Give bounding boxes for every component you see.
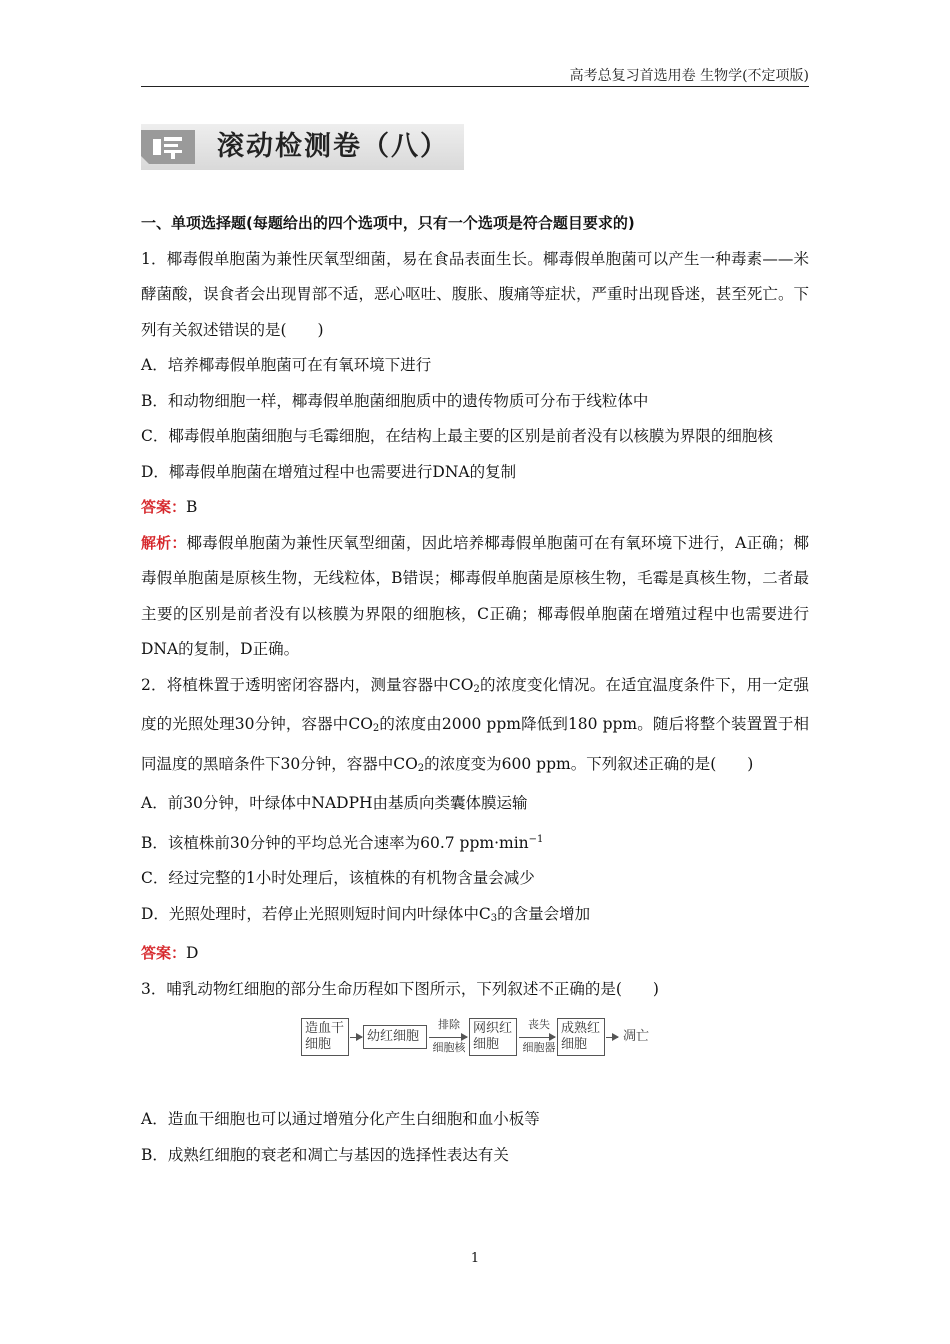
flow-label-lose-organelles-bottom: 细胞器 — [522, 1041, 556, 1054]
q2-option-b — [141, 822, 809, 862]
q2-stem-part: 的浓度由2000 ppm降低到180 ppm。随后将整个装置置于相同温度的黑暗条件下30分钟，容器中CO — [141, 715, 809, 773]
superscript: −1 — [528, 833, 544, 845]
flow-arrow — [519, 1037, 555, 1038]
q1-analysis — [141, 526, 809, 668]
running-header: 高考总复习首选用卷 生物学(不定项版) — [569, 68, 809, 84]
q2-option-c: C．经过完整的1小时处理后，该植株的有机物含量会减少 — [141, 869, 535, 887]
answer-value: B — [186, 498, 198, 516]
page-title: 滚动检测卷（八） — [217, 131, 449, 162]
subscript: 2 — [372, 723, 380, 734]
subscript: 2 — [473, 683, 480, 695]
q1-answer — [141, 490, 809, 526]
flow-box-text: 成熟红 — [561, 1021, 601, 1036]
flow-box-text: 细胞 — [305, 1037, 332, 1052]
flow-box-text: 网织红 — [473, 1021, 513, 1036]
q2-option-d-text: D．光照处理时，若停止光照则短时间内叶绿体中C — [141, 904, 491, 923]
subscript: 3 — [490, 912, 498, 924]
q1-option-b: B．和动物细胞一样，椰毒假单胞菌细胞质中的遗传物质可分布于线粒体中 — [141, 391, 649, 410]
section-heading: 一、单项选择题(每题给出的四个选项中，只有一个选项是符合题目要求的) — [141, 214, 635, 232]
flow-box-hematopoietic-stem-cell — [301, 1018, 349, 1056]
q2-stem — [141, 668, 809, 787]
q2-answer — [141, 936, 809, 972]
q2-stem-part: 的浓度变化情况。在适宜温度条件下，用一定强度的光照处理30分钟，容器中CO — [141, 675, 809, 733]
flow-box-text: 造血干 — [305, 1021, 345, 1036]
flow-label-remove-nucleus-top: 排除 — [438, 1018, 460, 1031]
flow-label-lose-organelles-top: 丧失 — [528, 1018, 550, 1031]
answer-label: 答案： — [141, 498, 187, 516]
q1-option-d: D．椰毒假单胞菌在增殖过程中也需要进行DNA的复制 — [141, 462, 517, 481]
q1-option-c: C．椰毒假单胞菌细胞与毛霉细胞，在结构上最主要的区别是前者没有以核膜为界限的细胞核 — [141, 427, 773, 445]
q1-stem: 1．椰毒假单胞菌为兼性厌氧型细菌，易在食品表面生长。椰毒假单胞菌可以产生一种毒素——米酵菌酸，误食者会出现胃部不适，恶心呕吐、腹胀、腹痛等症状，严重时出现昏迷，甚至死亡。下列有关叙述错误的是( ) — [141, 249, 809, 339]
subscript: 2 — [417, 762, 425, 774]
flow-box-text: 细胞 — [561, 1037, 588, 1052]
analysis-label: 解析： — [141, 533, 187, 552]
flow-box-reticulocyte — [469, 1018, 517, 1056]
exam-badge-icon — [141, 130, 195, 164]
answer-value: D — [186, 944, 199, 962]
flow-arrow — [429, 1037, 467, 1038]
flow-label-remove-nucleus-bottom: 细胞核 — [432, 1041, 466, 1054]
q2-stem-part: 的浓度变为600 ppm。下列叙述正确的是( ) — [424, 754, 754, 773]
header-rule — [141, 86, 809, 87]
flow-box-mature-red-cell — [557, 1018, 605, 1056]
q2-option-a: A．前30分钟，叶绿体中NADPH由基质向类囊体膜运输 — [141, 794, 528, 812]
q3-option-b: B．成熟红细胞的衰老和凋亡与基因的选择性表达有关 — [141, 1145, 509, 1164]
q2-stem-part: 2．将植株置于透明密闭容器内，测量容器中CO — [141, 675, 474, 694]
q2-option-d-text: 的含量会增加 — [497, 904, 591, 923]
title-banner — [141, 124, 464, 170]
q3-stem: 3．哺乳动物红细胞的部分生命历程如下图所示，下列叙述不正确的是( ) — [141, 979, 659, 998]
answer-label: 答案： — [141, 944, 187, 962]
q3-option-a: A．造血干细胞也可以通过增殖分化产生白细胞和血小板等 — [141, 1110, 540, 1128]
q2-option-b-text: B．该植株前30分钟的平均总光合速率为60.7 ppm·min — [141, 833, 529, 852]
flow-label-apoptosis: 凋亡 — [622, 1029, 649, 1044]
flow-arrow — [350, 1037, 362, 1038]
red-blood-cell-flow-diagram — [141, 1012, 809, 1062]
question-content — [141, 206, 809, 1173]
flow-box-text: 细胞 — [473, 1037, 500, 1052]
analysis-text: 椰毒假单胞菌为兼性厌氧型细菌，因此培养椰毒假单胞菌可在有氧环境下进行，A正确；椰毒假单胞菌是原核生物，无线粒体，B错误；椰毒假单胞菌是原核生物，毛霉是真核生物，二者最主要的区别是前者没有以核膜为界限的细胞核，C正确；椰毒假单胞菌在增殖过程中也需要进行DNA的复制，D正确。 — [141, 533, 809, 658]
flow-box-erythroblast: 幼红细胞 — [363, 1025, 427, 1049]
q2-option-d — [141, 897, 809, 937]
page-number: 1 — [470, 1251, 480, 1266]
q1-option-a: A．培养椰毒假单胞菌可在有氧环境下进行 — [141, 356, 432, 374]
flow-arrow — [606, 1037, 618, 1038]
